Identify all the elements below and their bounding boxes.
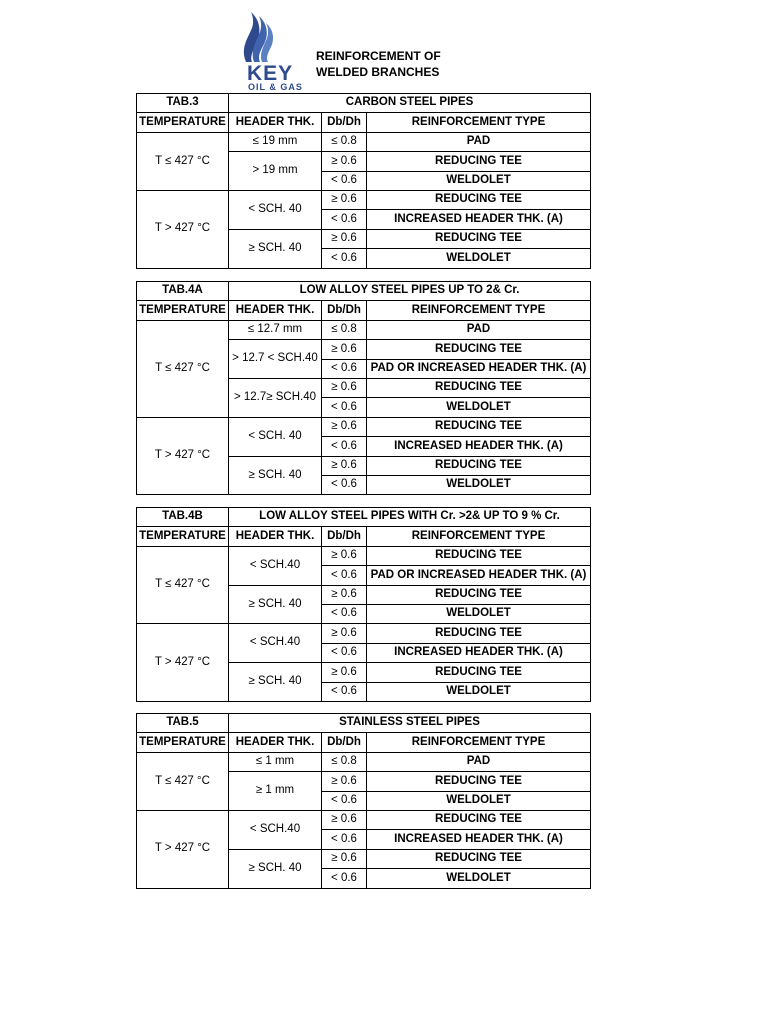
column-header-ratio: Db/Dh	[322, 733, 367, 752]
temperature-cell: T ≤ 427 °C	[137, 752, 229, 810]
ratio-cell: ≥ 0.6	[322, 810, 367, 829]
temperature-cell: T ≤ 427 °C	[137, 320, 229, 417]
header-thk-cell: ≥ SCH. 40	[229, 663, 322, 702]
temperature-cell: T ≤ 427 °C	[137, 132, 229, 190]
ratio-cell: ≥ 0.6	[322, 340, 367, 359]
column-header-ratio: Db/Dh	[322, 301, 367, 320]
column-header-header-thk: HEADER THK.	[229, 113, 322, 132]
reinforcement-type-cell: REDUCING TEE	[367, 546, 591, 565]
header-thk-cell: ≥ SCH. 40	[229, 229, 322, 268]
reinforcement-type-cell: WELDOLET	[367, 604, 591, 623]
header-thk-cell: ≥ SCH. 40	[229, 849, 322, 888]
table-id: TAB.3	[137, 94, 229, 113]
column-header-reinforcement-type: REINFORCEMENT TYPE	[367, 527, 591, 546]
ratio-cell: < 0.6	[322, 171, 367, 190]
column-header-temperature: TEMPERATURE	[137, 113, 229, 132]
reinforcement-type-cell: REDUCING TEE	[367, 190, 591, 209]
logo-subtext: OIL & GAS	[248, 82, 303, 92]
ratio-cell: < 0.6	[322, 249, 367, 268]
table-row	[137, 810, 591, 829]
reinforcement-type-cell: REDUCING TEE	[367, 229, 591, 248]
ratio-cell: ≥ 0.6	[322, 417, 367, 436]
reinforcement-type-cell: INCREASED HEADER THK. (A)	[367, 643, 591, 662]
column-header-header-thk: HEADER THK.	[229, 301, 322, 320]
ratio-cell: < 0.6	[322, 566, 367, 585]
table-row	[137, 320, 591, 339]
column-header-ratio: Db/Dh	[322, 527, 367, 546]
table-row	[137, 132, 591, 151]
reinforcement-type-cell: REDUCING TEE	[367, 340, 591, 359]
ratio-cell: ≥ 0.6	[322, 378, 367, 397]
reinforcement-type-cell: REDUCING TEE	[367, 849, 591, 868]
ratio-cell: < 0.6	[322, 643, 367, 662]
document-title	[316, 48, 441, 80]
header-thk-cell: ≤ 19 mm	[229, 132, 322, 151]
ratio-cell: ≥ 0.6	[322, 456, 367, 475]
reinforcement-table	[136, 713, 591, 889]
header-thk-cell: < SCH. 40	[229, 417, 322, 456]
ratio-cell: < 0.6	[322, 830, 367, 849]
column-header-reinforcement-type: REINFORCEMENT TYPE	[367, 113, 591, 132]
temperature-cell: T > 427 °C	[137, 190, 229, 268]
header-thk-cell: ≤ 1 mm	[229, 752, 322, 771]
column-header-temperature: TEMPERATURE	[137, 301, 229, 320]
reinforcement-type-cell: INCREASED HEADER THK. (A)	[367, 437, 591, 456]
reinforcement-type-cell: REDUCING TEE	[367, 378, 591, 397]
ratio-cell: < 0.6	[322, 475, 367, 494]
reinforcement-type-cell: REDUCING TEE	[367, 663, 591, 682]
ratio-cell: ≥ 0.6	[322, 772, 367, 791]
table-row	[137, 417, 591, 436]
reinforcement-type-cell: WELDOLET	[367, 791, 591, 810]
reinforcement-type-cell: WELDOLET	[367, 249, 591, 268]
reinforcement-type-cell: WELDOLET	[367, 682, 591, 701]
ratio-cell: ≥ 0.6	[322, 546, 367, 565]
ratio-cell: ≤ 0.8	[322, 132, 367, 151]
temperature-cell: T > 427 °C	[137, 417, 229, 495]
table-title: STAINLESS STEEL PIPES	[229, 714, 591, 733]
header-thk-cell: ≥ SCH. 40	[229, 456, 322, 495]
table-title: LOW ALLOY STEEL PIPES WITH Cr. >2& UP TO 9 % Cr.	[229, 508, 591, 527]
column-header-header-thk: HEADER THK.	[229, 527, 322, 546]
reinforcement-type-cell: REDUCING TEE	[367, 772, 591, 791]
header-thk-cell: < SCH.40	[229, 810, 322, 849]
reinforcement-type-cell: WELDOLET	[367, 869, 591, 888]
column-header-reinforcement-type: REINFORCEMENT TYPE	[367, 733, 591, 752]
title-line-1: REINFORCEMENT OF	[316, 49, 441, 63]
ratio-cell: ≤ 0.8	[322, 752, 367, 771]
header-thk-cell: > 12.7≥ SCH.40	[229, 378, 322, 417]
ratio-cell: ≥ 0.6	[322, 624, 367, 643]
reinforcement-type-cell: REDUCING TEE	[367, 152, 591, 171]
column-header-reinforcement-type: REINFORCEMENT TYPE	[367, 301, 591, 320]
reinforcement-type-cell: PAD	[367, 132, 591, 151]
header-thk-cell: < SCH.40	[229, 624, 322, 663]
reinforcement-type-cell: REDUCING TEE	[367, 585, 591, 604]
reinforcement-type-cell: WELDOLET	[367, 398, 591, 417]
header-thk-cell: < SCH. 40	[229, 190, 322, 229]
table-row	[137, 190, 591, 209]
table-title: CARBON STEEL PIPES	[229, 94, 591, 113]
reinforcement-type-cell: WELDOLET	[367, 475, 591, 494]
ratio-cell: < 0.6	[322, 359, 367, 378]
reinforcement-table	[136, 507, 591, 702]
reinforcement-type-cell: PAD	[367, 752, 591, 771]
ratio-cell: ≥ 0.6	[322, 190, 367, 209]
table-id: TAB.5	[137, 714, 229, 733]
ratio-cell: < 0.6	[322, 869, 367, 888]
table-id: TAB.4B	[137, 508, 229, 527]
logo-key-text: KEY	[247, 62, 294, 85]
ratio-cell: < 0.6	[322, 210, 367, 229]
document-header	[238, 10, 598, 92]
ratio-cell: ≥ 0.6	[322, 229, 367, 248]
table-title: LOW ALLOY STEEL PIPES UP TO 2& Cr.	[229, 282, 591, 301]
table-row	[137, 624, 591, 643]
header-thk-cell: ≤ 12.7 mm	[229, 320, 322, 339]
company-logo	[238, 10, 308, 92]
reinforcement-type-cell: REDUCING TEE	[367, 810, 591, 829]
ratio-cell: ≥ 0.6	[322, 849, 367, 868]
column-header-header-thk: HEADER THK.	[229, 733, 322, 752]
reinforcement-type-cell: REDUCING TEE	[367, 624, 591, 643]
table-id: TAB.4A	[137, 282, 229, 301]
column-header-ratio: Db/Dh	[322, 113, 367, 132]
temperature-cell: T ≤ 427 °C	[137, 546, 229, 624]
reinforcement-table	[136, 93, 591, 269]
reinforcement-type-cell: PAD OR INCREASED HEADER THK. (A)	[367, 566, 591, 585]
ratio-cell: ≤ 0.8	[322, 320, 367, 339]
column-header-temperature: TEMPERATURE	[137, 527, 229, 546]
ratio-cell: < 0.6	[322, 682, 367, 701]
column-header-temperature: TEMPERATURE	[137, 733, 229, 752]
temperature-cell: T > 427 °C	[137, 624, 229, 702]
ratio-cell: < 0.6	[322, 604, 367, 623]
reinforcement-table	[136, 281, 591, 495]
ratio-cell: < 0.6	[322, 791, 367, 810]
reinforcement-type-cell: INCREASED HEADER THK. (A)	[367, 830, 591, 849]
ratio-cell: ≥ 0.6	[322, 585, 367, 604]
reinforcement-type-cell: PAD OR INCREASED HEADER THK. (A)	[367, 359, 591, 378]
reinforcement-type-cell: REDUCING TEE	[367, 456, 591, 475]
reinforcement-type-cell: WELDOLET	[367, 171, 591, 190]
header-thk-cell: ≥ 1 mm	[229, 772, 322, 811]
reinforcement-type-cell: INCREASED HEADER THK. (A)	[367, 210, 591, 229]
table-row	[137, 546, 591, 565]
reinforcement-type-cell: PAD	[367, 320, 591, 339]
header-thk-cell: > 12.7 < SCH.40	[229, 340, 322, 379]
temperature-cell: T > 427 °C	[137, 810, 229, 888]
ratio-cell: ≥ 0.6	[322, 663, 367, 682]
table-row	[137, 752, 591, 771]
ratio-cell: < 0.6	[322, 437, 367, 456]
header-thk-cell: < SCH.40	[229, 546, 322, 585]
ratio-cell: < 0.6	[322, 398, 367, 417]
header-thk-cell: ≥ SCH. 40	[229, 585, 322, 624]
reinforcement-type-cell: REDUCING TEE	[367, 417, 591, 436]
header-thk-cell: > 19 mm	[229, 152, 322, 191]
title-line-2: WELDED BRANCHES	[316, 65, 440, 79]
ratio-cell: ≥ 0.6	[322, 152, 367, 171]
